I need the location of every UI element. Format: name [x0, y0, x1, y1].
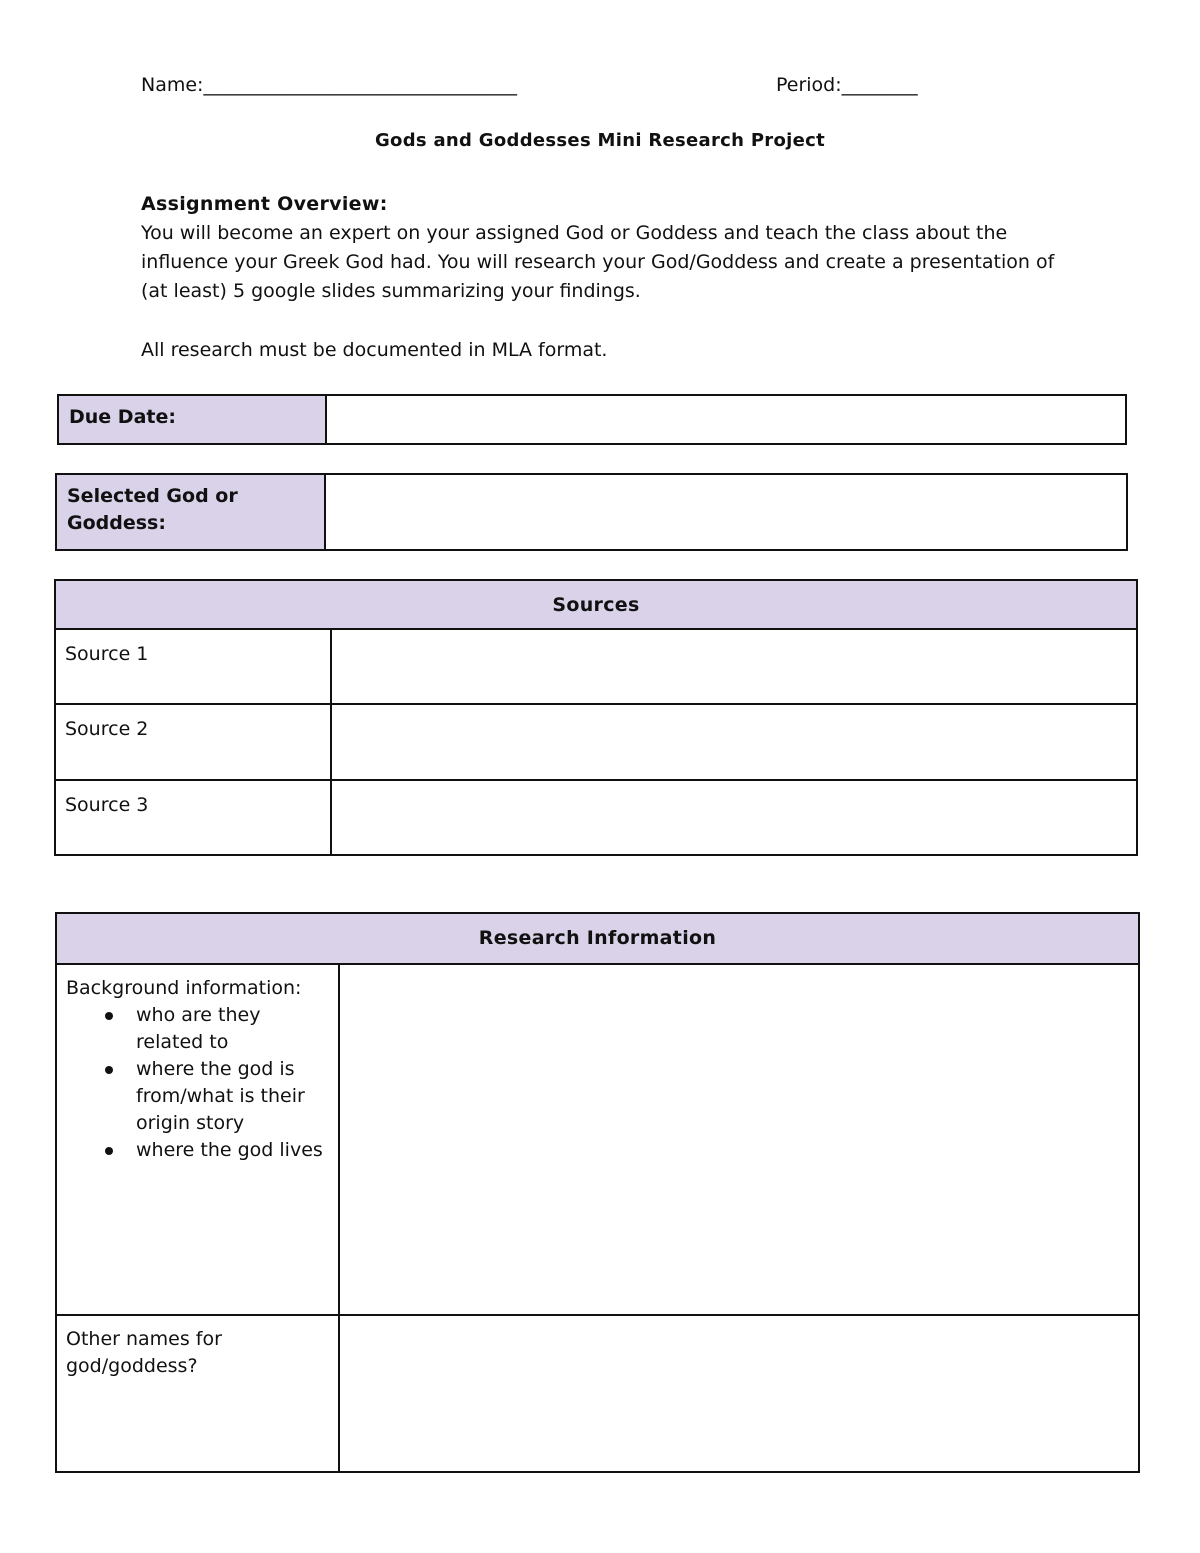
background-bullet-list — [66, 1002, 329, 1164]
table-row — [56, 964, 1139, 1315]
due-date-field[interactable] — [326, 395, 1126, 444]
period-blank[interactable]: ________ — [841, 74, 918, 96]
source-1-field[interactable] — [331, 629, 1137, 704]
due-date-table — [57, 394, 1127, 445]
page-title: Gods and Goddesses Mini Research Project — [374, 130, 826, 151]
source-2-label: Source 2 — [55, 704, 331, 780]
research-header: Research Information — [56, 913, 1139, 964]
sources-header: Sources — [55, 580, 1137, 629]
other-names-field[interactable] — [339, 1315, 1139, 1472]
research-table — [55, 912, 1140, 1473]
table-row — [55, 704, 1137, 780]
background-info-label: Background information: — [66, 977, 302, 999]
table-row — [55, 780, 1137, 855]
source-1-label: Source 1 — [55, 629, 331, 704]
source-3-field[interactable] — [331, 780, 1137, 855]
name-line[interactable] — [141, 73, 517, 97]
name-blank[interactable]: _________________________________ — [203, 74, 517, 96]
source-2-field[interactable] — [331, 704, 1137, 780]
selected-god-label: Selected God or Goddess: — [56, 474, 325, 550]
name-label: Name: — [141, 74, 204, 96]
selected-god-table — [55, 473, 1128, 551]
period-label: Period: — [776, 74, 842, 96]
overview-heading: Assignment Overview: — [141, 193, 388, 215]
list-item: who are they related to — [136, 1002, 329, 1056]
other-names-label: Other names for god/goddess? — [56, 1315, 339, 1472]
list-item: where the god lives — [136, 1137, 329, 1164]
list-item: where the god is from/what is their origin story — [136, 1056, 329, 1137]
sources-table — [54, 579, 1138, 856]
table-row — [55, 629, 1137, 704]
assignment-overview — [141, 190, 1071, 365]
mla-note: All research must be documented in MLA format. — [141, 339, 608, 361]
background-info-field[interactable] — [339, 964, 1139, 1315]
table-row — [56, 1315, 1139, 1472]
due-date-label: Due Date: — [58, 395, 326, 444]
selected-god-field[interactable] — [325, 474, 1127, 550]
overview-paragraph: You will become an expert on your assigned God or Goddess and teach the class about the influence your Greek God had. You will research your God/Goddess and create a presentation of (at least) 5 google slides summarizing your findings. — [141, 222, 1055, 302]
source-3-label: Source 3 — [55, 780, 331, 855]
background-info-cell — [56, 964, 339, 1315]
period-line[interactable] — [776, 73, 918, 97]
